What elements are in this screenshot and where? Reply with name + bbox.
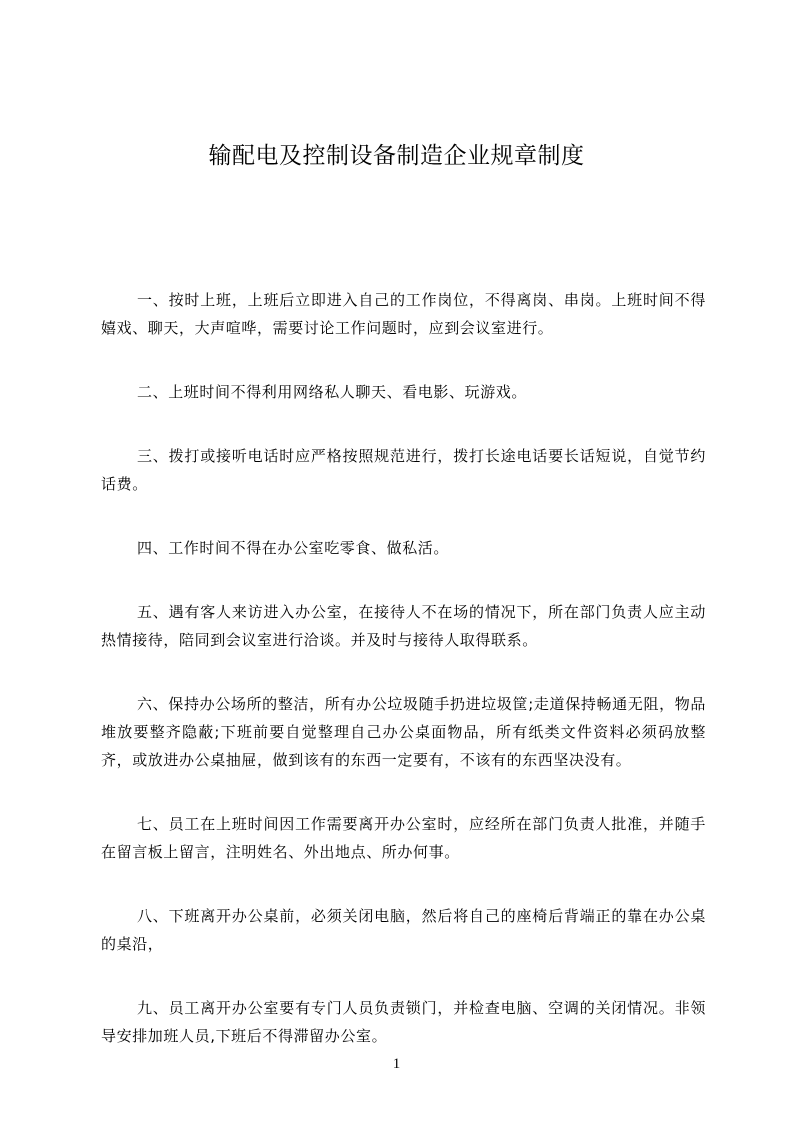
- regulation-paragraph-3: 三、拨打或接听电话时应严格按照规范进行，拨打长途电话要长话短说，自觉节约话费。: [101, 447, 706, 493]
- regulation-paragraph-7: 七、员工在上班时间因工作需要离开办公室时，应经所在部门负责人批准，并随手在留言板上留言，注明姓名、外出地点、所办何事。: [101, 815, 706, 861]
- regulation-paragraph-5: 五、遇有客人来访进入办公室，在接待人不在场的情况下，所在部门负责人应主动热情接待，陪同到会议室进行洽谈。并及时与接待人取得联系。: [101, 603, 706, 649]
- document-title: 输配电及控制设备制造企业规章制度: [208, 143, 585, 169]
- regulation-paragraph-8: 八、下班离开办公桌前，必须关闭电脑，然后将自己的座椅后背端正的靠在办公桌的桌沿，: [101, 907, 706, 953]
- page-number: 1: [392, 1056, 401, 1072]
- regulation-paragraph-9: 九、员工离开办公室要有专门人员负责锁门，并检查电脑、空调的关闭情况。非领导安排加班人员,下班后不得滞留办公室。: [101, 999, 706, 1045]
- regulation-paragraph-2: 二、上班时间不得利用网络私人聊天、看电影、玩游戏。: [137, 383, 528, 401]
- regulation-paragraph-1: 一、按时上班，上班后立即进入自己的工作岗位，不得离岗、串岗。上班时间不得嬉戏、聊天，大声喧哗，需要讨论工作问题时，应到会议室进行。: [101, 291, 706, 337]
- regulation-paragraph-4: 四、工作时间不得在办公室吃零食、做私活。: [137, 539, 450, 557]
- regulation-paragraph-6: 六、保持办公场所的整洁，所有办公垃圾随手扔进垃圾筐;走道保持畅通无阻，物品堆放要整齐隐蔽;下班前要自觉整理自己办公桌面物品，所有纸类文件资料必须码放整齐，或放进办公桌抽屉，做到该有的东西一定要有，不该有的东西坚决没有。: [101, 695, 706, 769]
- document-body: [101, 286, 706, 1086]
